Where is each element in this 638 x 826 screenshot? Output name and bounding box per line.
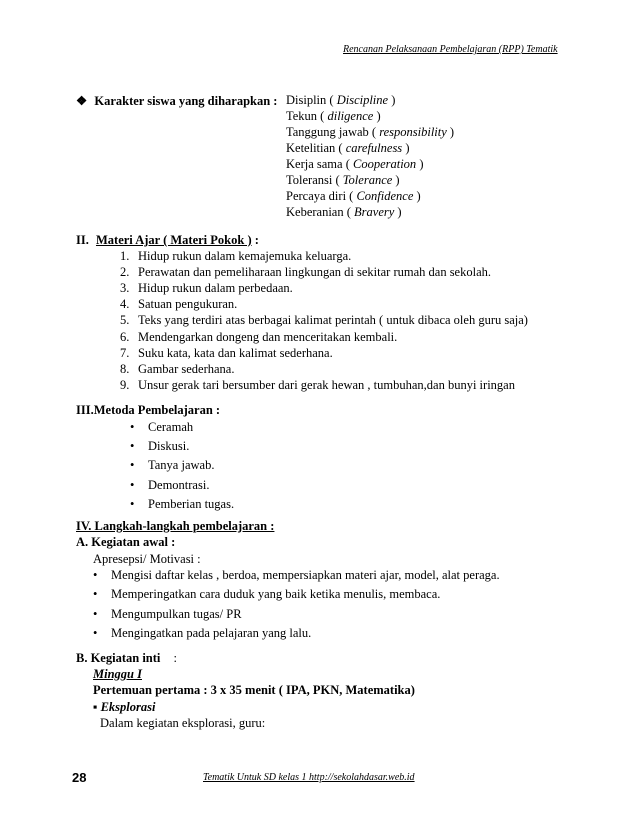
materi-item-text: Hidup rukun dalam perbedaan. — [138, 281, 293, 296]
pertemuan-label: Pertemuan pertama : 3 x 35 menit ( IPA, PKN, Matematika) — [93, 683, 415, 697]
bullet-icon: • — [93, 587, 98, 602]
kegiatan-awal-item-text: Mengisi daftar kelas , berdoa, mempersiapkan materi ajar, model, alat peraga. — [111, 568, 500, 582]
metoda-list-item — [130, 439, 189, 454]
kegiatan-inti-label: B. Kegiatan inti — [76, 651, 161, 665]
bullet-icon: • — [93, 625, 98, 640]
square-bullet-icon: ▪ — [93, 700, 98, 714]
page-number: 28 — [72, 770, 87, 785]
materi-item-text: Suku kata, kata dan kalimat sederhana. — [138, 345, 333, 360]
bullet-icon: • — [93, 568, 98, 582]
materi-list-item — [120, 313, 528, 328]
karakter-item-en: responsibility — [379, 125, 447, 139]
materi-item-text: Hidup rukun dalam kemajemuka keluarga. — [138, 249, 352, 263]
materi-list-item — [120, 346, 333, 361]
eksplorasi-text: Dalam kegiatan eksplorasi, guru: — [100, 716, 266, 730]
materi-heading-colon: : — [251, 233, 259, 247]
karakter-item-id: Tekun ( — [286, 109, 325, 123]
karakter-item-en: Discipline — [336, 93, 389, 107]
kegiatan-inti-colon: : — [173, 651, 177, 665]
materi-heading-number: II. — [76, 233, 89, 247]
eksplorasi-row — [93, 700, 155, 715]
bullet-icon: • — [130, 496, 135, 511]
bullet-icon: • — [130, 458, 135, 473]
materi-item-text: Perawatan dan pemeliharaan lingkungan di sekitar rumah dan sekolah. — [138, 265, 492, 280]
bullet-icon: • — [93, 606, 98, 621]
kegiatan-inti-heading — [76, 651, 177, 666]
materi-list-item — [120, 249, 351, 264]
materi-item-number: 8. — [120, 361, 130, 376]
materi-item-text: Gambar sederhana. — [138, 361, 235, 376]
kegiatan-awal-item-text: Mengingatkan pada pelajaran yang lalu. — [111, 625, 312, 640]
karakter-item-id: Disiplin ( — [286, 93, 334, 107]
karakter-item-en: Bravery — [354, 205, 395, 219]
karakter-item: Keberanian ( Bravery ) — [286, 205, 402, 219]
metoda-item-text: Pemberian tugas. — [148, 496, 235, 511]
kegiatan-awal-item — [93, 626, 311, 641]
materi-list-item — [120, 265, 491, 280]
kegiatan-awal-item-text: Memperingatkan cara duduk yang baik ketika menulis, membaca. — [111, 587, 441, 602]
karakter-item: Ketelitian ( carefulness ) — [286, 141, 410, 155]
karakter-item-en: carefulness — [345, 141, 403, 155]
materi-item-number: 2. — [120, 265, 130, 280]
materi-list-item — [120, 330, 397, 345]
kegiatan-awal-item — [93, 607, 242, 622]
karakter-item-id: Keberanian ( — [286, 205, 351, 219]
metoda-item-text: Tanya jawab. — [148, 458, 215, 473]
materi-item-text: Mendengarkan dongeng dan menceritakan kembali. — [138, 329, 398, 344]
materi-item-number: 9. — [120, 377, 130, 392]
materi-item-text: Satuan pengukuran. — [138, 297, 238, 312]
page-header: Rencanan Pelaksanaan Pembelajaran (RPP) Tematik — [343, 44, 558, 55]
karakter-item-id: Kerja sama ( — [286, 157, 350, 171]
materi-list-item — [120, 362, 234, 377]
karakter-item-en: Cooperation — [352, 157, 417, 171]
karakter-item: Tekun ( diligence ) — [286, 109, 381, 123]
karakter-item-id: Toleransi ( — [286, 173, 340, 187]
karakter-label: Karakter siswa yang diharapkan : — [94, 94, 278, 108]
karakter-item-en: Tolerance — [342, 173, 393, 187]
diamond-bullet-icon: ❖ — [76, 94, 88, 108]
materi-list-item — [120, 378, 515, 393]
kegiatan-awal-item — [93, 568, 500, 583]
materi-item-number: 3. — [120, 281, 130, 296]
kegiatan-awal-item-text: Mengumpulkan tugas/ PR — [111, 606, 242, 621]
bullet-icon: • — [130, 420, 135, 434]
metoda-item-text: Demontrasi. — [148, 477, 210, 492]
materi-item-text: Unsur gerak tari bersumber dari gerak hewan , tumbuhan,dan bunyi iringan — [138, 377, 515, 392]
karakter-item-en: diligence — [327, 109, 374, 123]
kegiatan-awal-item — [93, 587, 440, 602]
metoda-list-item — [130, 497, 234, 512]
metoda-list-item — [130, 458, 214, 473]
bullet-icon: • — [130, 477, 135, 492]
materi-item-number: 6. — [120, 329, 130, 344]
metoda-item-text: Ceramah — [148, 420, 194, 434]
karakter-item: Kerja sama ( Cooperation ) — [286, 157, 424, 171]
materi-item-number: 5. — [120, 313, 130, 328]
materi-list-item — [120, 297, 237, 312]
kegiatan-awal-heading: A. Kegiatan awal : — [76, 535, 176, 549]
materi-heading — [76, 233, 259, 248]
karakter-item-en: Confidence — [356, 189, 414, 203]
karakter-item: Toleransi ( Tolerance ) — [286, 173, 400, 187]
metoda-item-text: Diskusi. — [148, 439, 190, 454]
metoda-list-item — [130, 478, 209, 493]
minggu-label: Minggu I — [93, 667, 142, 681]
metoda-list-item — [130, 420, 193, 435]
materi-item-number: 1. — [120, 249, 130, 263]
metoda-heading: III.Metoda Pembelajaran : — [76, 403, 221, 417]
karakter-item-id: Percaya diri ( — [286, 189, 354, 203]
materi-list-item — [120, 281, 293, 296]
eksplorasi-label: Eksplorasi — [100, 700, 156, 714]
materi-item-number: 4. — [120, 297, 130, 312]
materi-item-number: 7. — [120, 345, 130, 360]
materi-heading-title: Materi Ajar ( Materi Pokok ) — [95, 233, 252, 247]
karakter-item: Disiplin ( Discipline ) — [286, 93, 396, 107]
karakter-item: Tanggung jawab ( responsibility ) — [286, 125, 455, 139]
apresepsi-label: Apresepsi/ Motivasi : — [93, 552, 201, 566]
karakter-item-id: Ketelitian ( — [286, 141, 343, 155]
bullet-icon: • — [130, 439, 135, 454]
karakter-label-row — [76, 93, 277, 109]
karakter-item-id: Tanggung jawab ( — [286, 125, 377, 139]
page-footer: Tematik Untuk SD kelas 1 http://sekolahdasar.web.id — [203, 772, 415, 783]
karakter-item: Percaya diri ( Confidence ) — [286, 189, 421, 203]
materi-item-text: Teks yang terdiri atas berbagai kalimat perintah ( untuk dibaca oleh guru saja) — [138, 313, 528, 328]
langkah-heading: IV. Langkah-langkah pembelajaran : — [76, 519, 275, 533]
